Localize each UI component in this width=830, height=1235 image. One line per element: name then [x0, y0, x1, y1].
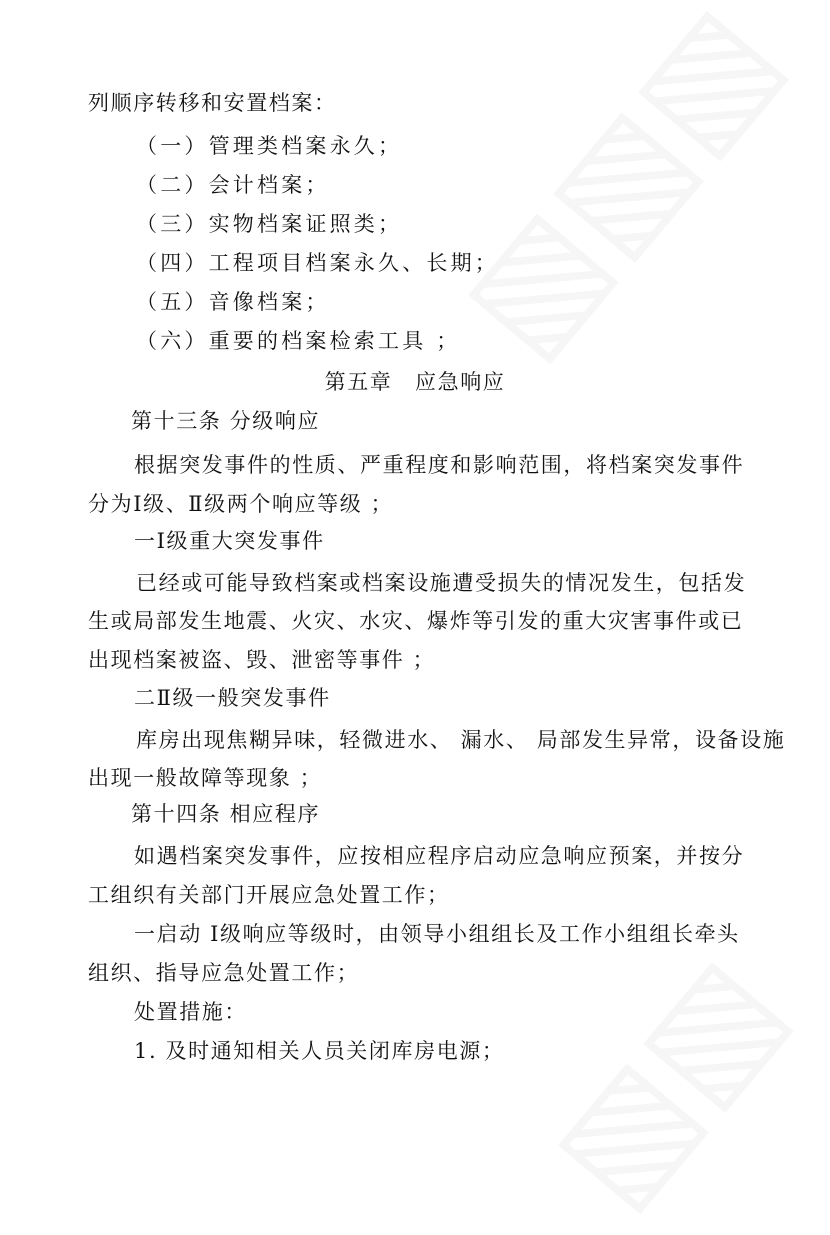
- list-item: 1. 及时通知相关人员关闭库房电源；: [134, 1039, 505, 1063]
- text-line: 列顺序转移和安置档案：: [88, 91, 337, 115]
- paragraph-line: 如遇档案突发事件，应按相应程序启动应急响应预案，并按分: [134, 844, 745, 868]
- list-item: （六）重要的档案检索工具 ；: [136, 329, 461, 353]
- watermark: [430, 0, 810, 385]
- paragraph-line: 组织、指导应急处置工作；: [88, 961, 360, 985]
- article-heading: 第十三条 分级响应: [131, 409, 321, 433]
- list-item: （三）实物档案证照类；: [136, 212, 403, 236]
- paragraph-line: 出现档案被盗、毁、泄密等事件 ；: [88, 648, 436, 672]
- subsection-heading: 二Ⅱ级一般突发事件: [134, 686, 331, 710]
- list-item: （二）会计档案；: [136, 173, 330, 197]
- paragraph-line: 处置措施：: [134, 1000, 247, 1024]
- paragraph-line: 工组织有关部门开展应急处置工作；: [88, 883, 450, 907]
- paragraph-line: 已经或可能导致档案或档案设施遭受损失的情况发生，包括发: [136, 571, 747, 595]
- chapter-heading: 第五章 应急响应: [324, 370, 506, 394]
- paragraph-line: 分为Ⅰ级、Ⅱ级两个响应等级 ；: [88, 492, 394, 516]
- list-item: （一）管理类档案永久；: [136, 134, 403, 158]
- paragraph-line: 库房出现焦糊异味，轻微进水、 漏水、 局部发生异常，设备设施: [136, 728, 786, 752]
- watermark: [520, 927, 815, 1234]
- subsection-heading: 一Ⅰ级重大突发事件: [134, 529, 325, 553]
- article-heading: 第十四条 相应程序: [131, 802, 321, 826]
- list-item: （四）工程项目档案永久、长期；: [136, 251, 499, 275]
- paragraph-line: 一启动 Ⅰ级响应等级时，由领导小组组长及工作小组组长牵头: [134, 922, 740, 946]
- paragraph-line: 出现一般故障等现象 ；: [88, 766, 323, 790]
- paragraph-line: 根据突发事件的性质、严重程度和影响范围，将档案突发事件: [134, 453, 745, 477]
- paragraph-line: 生或局部发生地震、火灾、水灾、爆炸等引发的重大灾害事件或已: [88, 609, 744, 633]
- list-item: （五）音像档案；: [136, 290, 330, 314]
